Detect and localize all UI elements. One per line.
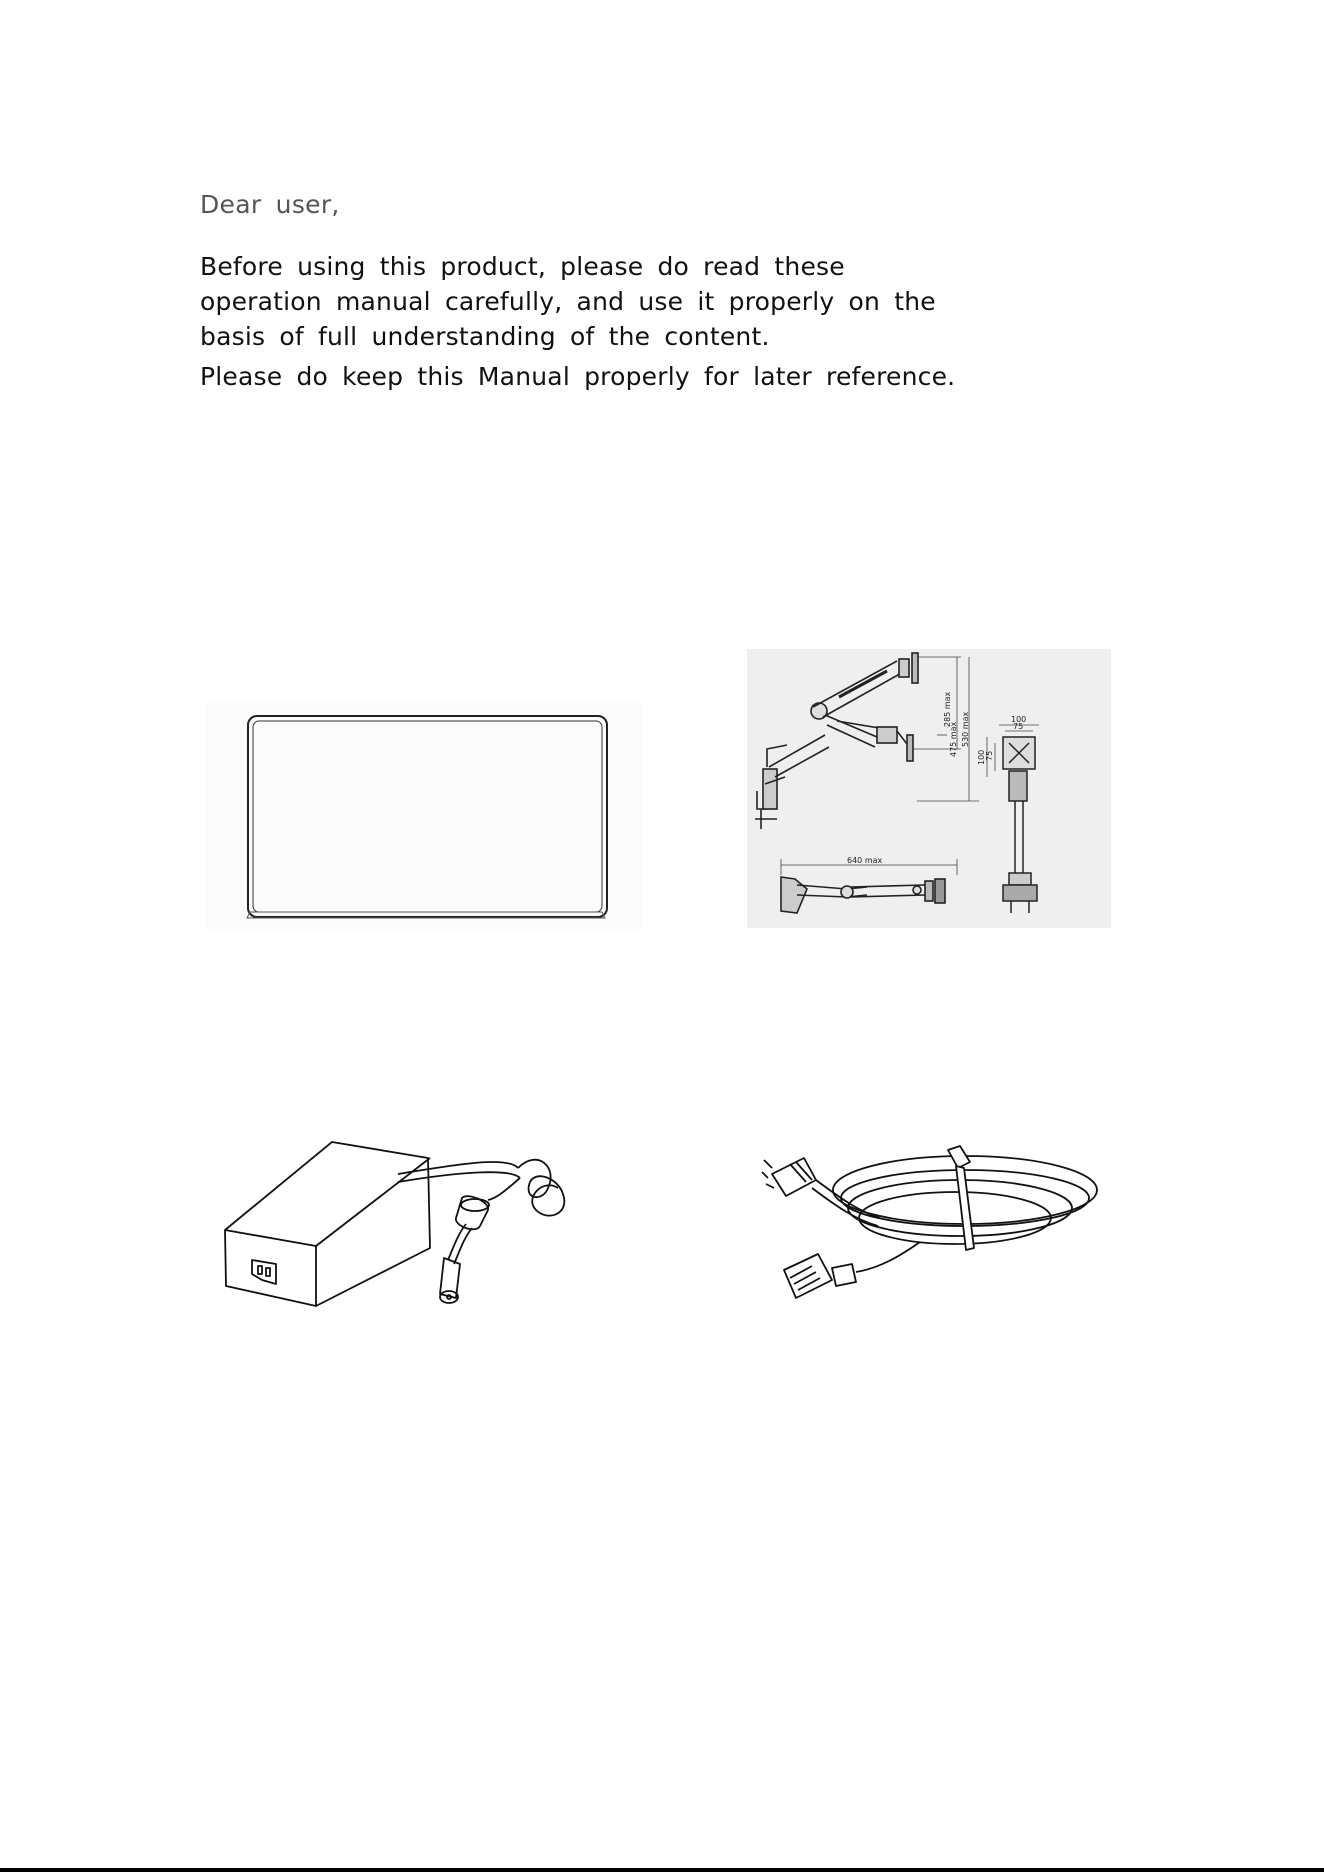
power-adapter-figure [218, 1138, 574, 1308]
page-bottom-rule [0, 1868, 1324, 1872]
vesa-75-h: 75 [1013, 722, 1024, 731]
dim-640: 640 max [847, 856, 883, 865]
power-adapter-icon [218, 1138, 574, 1308]
monitor-panel-icon [207, 700, 641, 932]
salutation: Dear user, [200, 190, 340, 219]
vesa-75-v: 75 [985, 750, 994, 761]
dim-530: 530 max [961, 711, 970, 747]
dim-285: 285 max [943, 691, 952, 727]
power-cord-icon [760, 1138, 1108, 1308]
vesa-100-v: 100 [977, 749, 986, 765]
dim-475: 475 max [949, 721, 958, 757]
monitor-arm-icon [747, 649, 1111, 928]
intro-paragraph: Before using this product, please do read these operation manual carefully, and use it properly on the basis of full understanding of the content. [200, 252, 936, 351]
arm-diagram-figure [747, 649, 1111, 928]
monitor-figure [207, 700, 641, 932]
keep-manual-notice: Please do keep this Manual properly for later reference. [200, 362, 956, 391]
power-cord-figure [760, 1138, 1108, 1308]
vesa-100-h: 100 [1011, 715, 1027, 724]
